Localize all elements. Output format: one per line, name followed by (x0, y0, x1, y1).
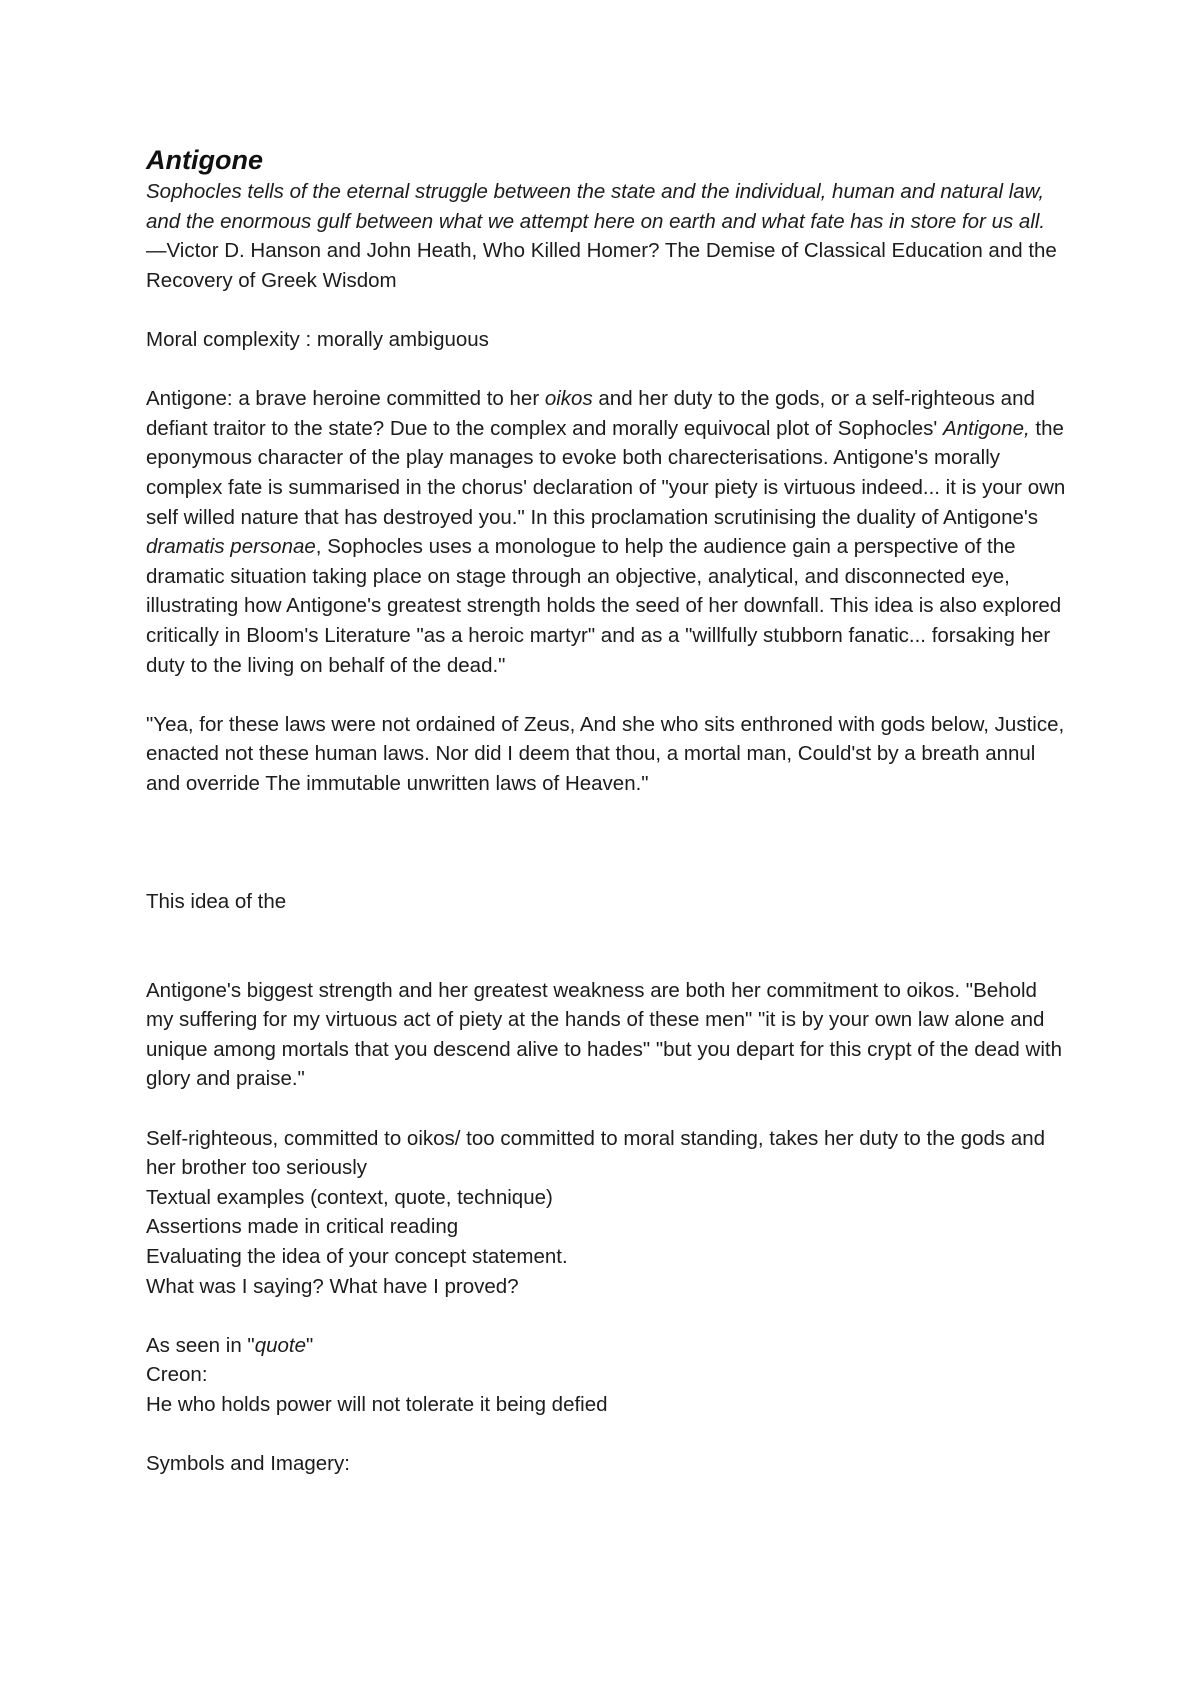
creon-line: He who holds power will not tolerate it being defied (146, 1392, 608, 1416)
note-line: Textual examples (context, quote, technique) (146, 1185, 553, 1209)
note-line: Assertions made in critical reading (146, 1215, 459, 1239)
idea-line: This idea of the (146, 890, 287, 914)
moral-complexity-line: Moral complexity : morally ambiguous (146, 327, 489, 351)
para-emphasis: dramatis personae (146, 535, 316, 559)
para-text: Antigone: a brave heroine committed to her (146, 387, 545, 411)
spacer (146, 798, 1066, 857)
seen-in-prefix: As seen in " (146, 1333, 255, 1357)
para-emphasis: Antigone, (943, 416, 1030, 440)
document-title: Antigone (146, 145, 263, 175)
seen-in-line (146, 1331, 1066, 1361)
note-line: Evaluating the idea of your concept statement. (146, 1245, 568, 1268)
epigraph: Sophocles tells of the eternal struggle between the state and the individual, human and natural law, and the enormous gulf between what we attempt here on earth and what fate has in store for us all. (146, 180, 1046, 233)
quote-paragraph: "Yea, for these laws were not ordained of Zeus, And she who sits enthroned with gods below, Justice, enacted not these human laws. Nor did I deem that thou, a mortal man, Could'st by a breath annul and override The immutable unwritten laws of Heaven." (146, 712, 1065, 795)
epigraph-attribution: —Victor D. Hanson and John Heath, Who Killed Homer? The Demise of Classical Education and the Recovery of Greek Wisdom (146, 239, 1057, 292)
spacer (146, 1301, 1066, 1331)
strength-paragraph: Antigone's biggest strength and her greatest weakness are both her commitment to oikos. "Behold my suffering for my virtuous act of piety at the hands of these men" "it is by your own law alone and unique among mortals that you descend alive to hades" "but you depart for this crypt of the dead with glory and praise." (146, 978, 1062, 1091)
note-line: What was I saying? What have I proved? (146, 1274, 519, 1298)
para-text: , Sophocles uses a monologue to help the audience gain a perspective of the dramatic situation taking place on stage through an objective, analytical, and disconnected eye, illustrating how Antigone's greatest strength holds the seed of her downfall. This idea is also explored critically in Bloom's Literature "as a heroic martyr" and as a "willfully stubborn fanatic... forsaking her duty to the living on behalf of the dead." (146, 535, 1062, 677)
spacer (146, 857, 1066, 887)
spacer (146, 680, 1066, 710)
seen-in-suffix: " (306, 1333, 314, 1357)
spacer (146, 1420, 1066, 1450)
seen-in-emphasis: quote (254, 1333, 307, 1357)
document-page (146, 143, 1066, 1479)
para-text: the eponymous character of the play manages to evoke both charecterisations. Antigone's morally complex fate is summarised in the chorus' declaration of "your piety is virtuous indeed... it is your own self willed nature that has destroyed you." In this proclamation scrutinising the duality of Antigone's (146, 416, 1066, 529)
spacer (146, 355, 1066, 385)
body-paragraph-antigone (146, 384, 1066, 680)
note-line: Self-righteous, committed to oikos/ too committed to moral standing, takes her duty to the gods and her brother too seriously (146, 1126, 1046, 1180)
spacer (146, 295, 1066, 325)
spacer (146, 917, 1066, 976)
para-text: and her duty to the gods, or a self-righteous and defiant traitor to the state? Due to the complex and morally equivocal plot of Sophocles' (146, 387, 1035, 440)
symbols-line: Symbols and Imagery: (146, 1452, 350, 1476)
creon-label: Creon: (146, 1363, 208, 1387)
spacer (146, 1094, 1066, 1124)
para-emphasis: oikos (544, 387, 593, 411)
